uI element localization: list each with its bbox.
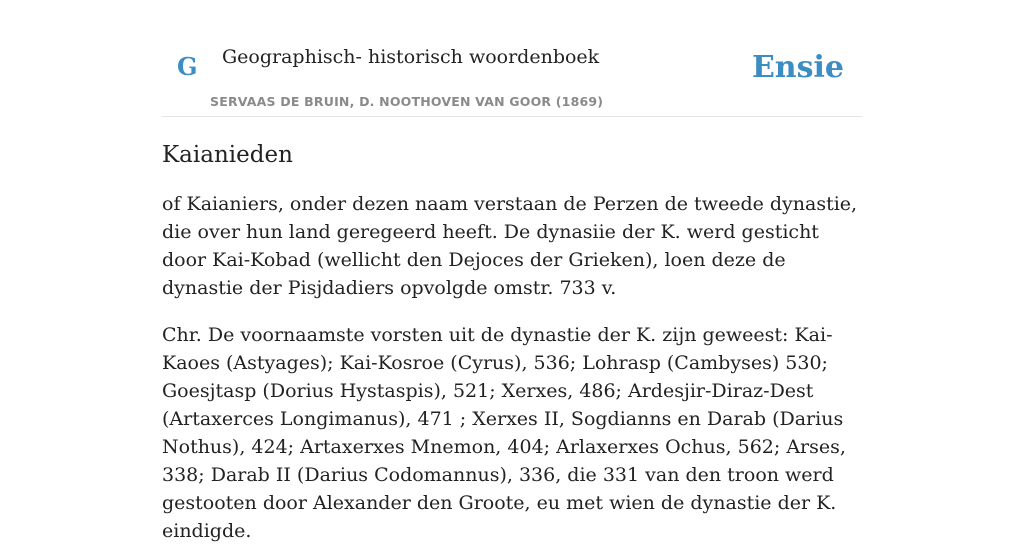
ensie-logo-link[interactable]: Ensie	[751, 50, 844, 85]
book-logo-icon[interactable]: G	[177, 52, 198, 81]
book-title-link[interactable]: Geographisch- historisch woordenboek	[222, 46, 600, 68]
entry-paragraph-1: of Kaianiers, onder dezen naam verstaan de Perzen de tweede dynastie, die over hun land geregeerd heeft. De dynasiie der K. werd gesticht door Kai-Kobad (wellicht den Dejoces der Grieken), loen deze de dynastie der Pisjdadiers opvolgde omstr. 733 v.	[162, 193, 858, 299]
book-authors: SERVAAS DE BRUIN, D. NOOTHOVEN VAN GOOR (1869)	[210, 94, 604, 109]
book-header	[162, 0, 862, 117]
entry-paragraph-2: Chr. De voornaamste vorsten uit de dynastie der K. zijn geweest: Kai-Kaoes (Astyages); Kai-Kosroe (Cyrus), 536; Lohrasp (Cambyses) 530; Goesjtasp (Dorius Hystaspis), 521; Xerxes, 486; Ardesjir-Diraz-Dest (Artaxerces Longimanus), 471 ; Xerxes II, Sogdianns en Darab (Darius Nothus), 424; Artaxerxes Mnemon, 404; Arlaxerxes Ochus, 562; Arses, 338; Darab II (Darius Codomannus), 336, die 331 van den troon werd gestooten door Alexander den Groote, eu met wien de dynastie der K. eindigde.	[162, 324, 846, 542]
entry-content	[162, 138, 864, 545]
entry-title: Kaianieden	[162, 142, 293, 168]
